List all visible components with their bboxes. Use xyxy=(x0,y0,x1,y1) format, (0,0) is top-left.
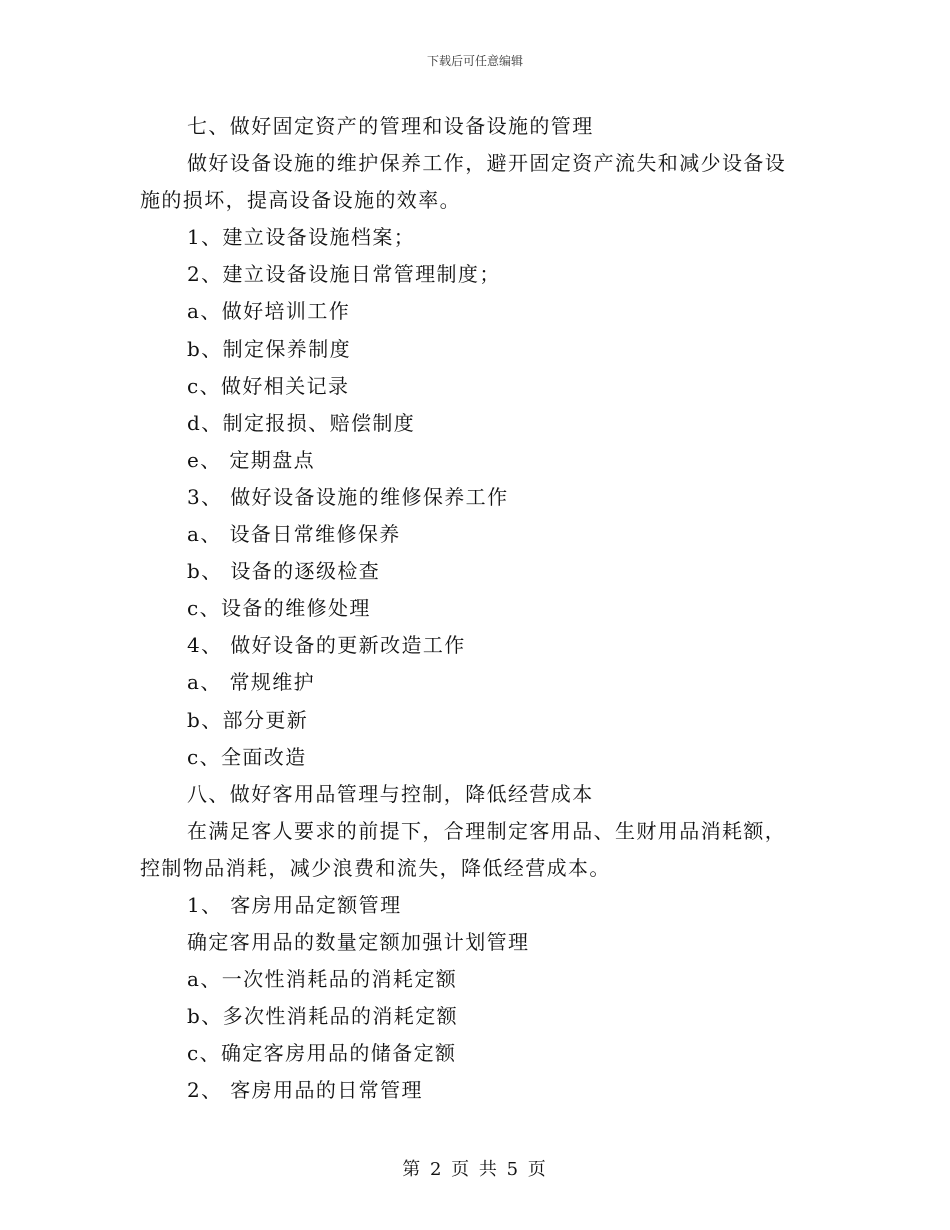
text-line: a、做好培训工作 xyxy=(187,299,351,324)
page-footer: 第 2 页 共 5 页 xyxy=(402,1159,548,1180)
text-line: 1、建立设备设施档案； xyxy=(187,225,416,250)
text-line: 2、建立设备设施日常管理制度； xyxy=(187,262,501,287)
text-line: b、 设备的逐级检查 xyxy=(187,559,381,584)
text-line: b、制定保养制度 xyxy=(187,336,352,361)
text-line: b、部分更新 xyxy=(187,707,309,732)
text-line: 4、 做好设备的更新改造工作 xyxy=(187,633,466,658)
text-line: c、做好相关记录 xyxy=(187,373,350,398)
text-line: 八、做好客用品管理与控制，降低经营成本 xyxy=(187,781,594,806)
document-body xyxy=(140,108,810,1110)
text-line: 在满足客人要求的前提下，合理制定客用品、生财用品消耗额， xyxy=(187,818,787,843)
page-header: 下载后可任意编辑 xyxy=(426,54,523,68)
text-line: a、一次性消耗品的消耗定额 xyxy=(187,967,458,992)
text-line: d、制定报损、赔偿制度 xyxy=(187,410,416,435)
text-line: 施的损坏，提高设备设施的效率。 xyxy=(140,188,461,213)
text-line: c、全面改造 xyxy=(187,744,307,769)
text-line: c、设备的维修处理 xyxy=(187,596,371,621)
text-line: a、 设备日常维修保养 xyxy=(187,522,401,547)
text-line: 做好设备设施的维护保养工作，避开固定资产流失和减少设备设 xyxy=(187,151,787,176)
text-line: 1、 客房用品定额管理 xyxy=(187,892,402,917)
text-line: 3、 做好设备设施的维修保养工作 xyxy=(187,484,509,509)
text-line: e、 定期盘点 xyxy=(187,447,315,472)
text-line: b、多次性消耗品的消耗定额 xyxy=(187,1004,459,1029)
text-line: c、确定客房用品的储备定额 xyxy=(187,1041,457,1066)
text-line: 确定客用品的数量定额加强计划管理 xyxy=(187,930,530,955)
text-line: a、 常规维护 xyxy=(187,670,316,695)
text-line: 2、 客房用品的日常管理 xyxy=(187,1078,423,1103)
text-line: 控制物品消耗，减少浪费和流失，降低经营成本。 xyxy=(140,855,611,880)
text-line: 七、做好固定资产的管理和设备设施的管理 xyxy=(187,114,594,138)
